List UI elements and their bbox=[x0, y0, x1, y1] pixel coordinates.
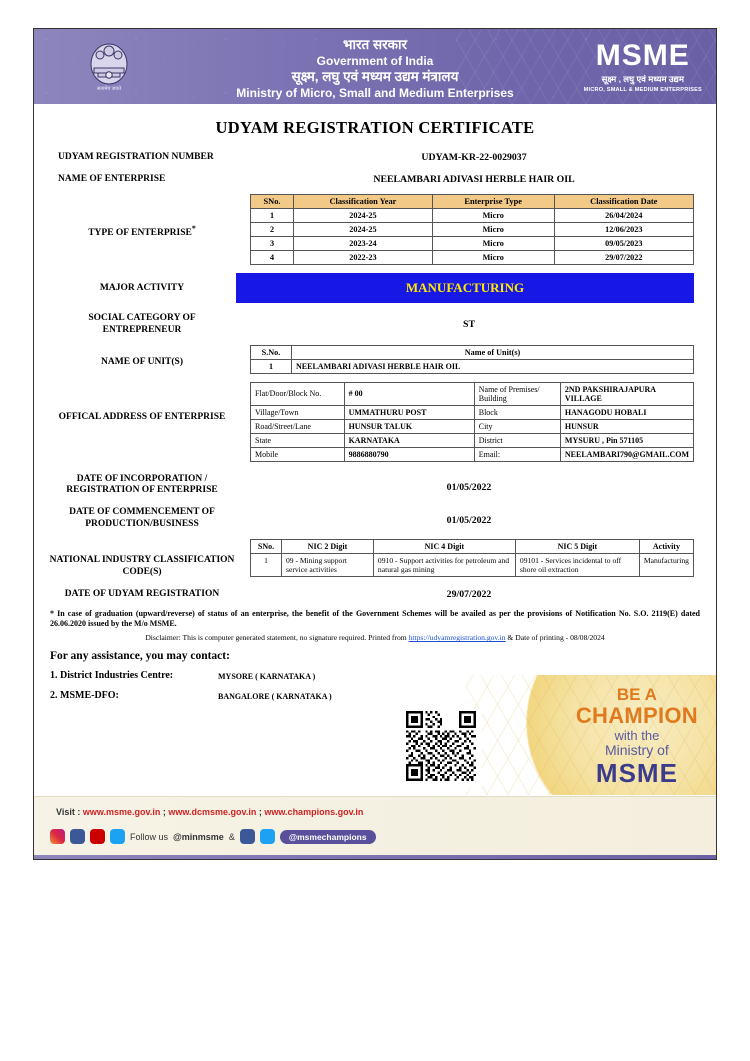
address-table bbox=[250, 382, 694, 462]
header-banner bbox=[34, 29, 716, 104]
nic-cell: 0910 - Support activities for petroleum and natural gas mining bbox=[373, 554, 515, 577]
type-th-1: Classification Year bbox=[294, 194, 433, 208]
type-cell: 09/05/2023 bbox=[554, 236, 693, 250]
svg-text:सत्यमेव जयते: सत्यमेव जयते bbox=[96, 86, 122, 92]
label-enterprise-name: NAME OF ENTERPRISE bbox=[58, 173, 166, 184]
twitter-icon-2[interactable] bbox=[260, 829, 275, 844]
table-row bbox=[251, 433, 694, 447]
table-row bbox=[251, 382, 694, 405]
address-value: 2ND PAKSHIRAJAPURA VILLAGE bbox=[560, 382, 693, 405]
type-cell: 2022-23 bbox=[294, 250, 433, 264]
row-commencement-date bbox=[48, 505, 702, 531]
row-incorporation-date bbox=[48, 472, 702, 498]
address-value: KARNATAKA bbox=[344, 433, 474, 447]
champion-text bbox=[576, 685, 698, 788]
address-value: # 00 bbox=[344, 382, 474, 405]
link-msme[interactable]: www.msme.gov.in bbox=[82, 807, 161, 818]
nic-table-header-row bbox=[251, 540, 694, 554]
visit-label: Visit : bbox=[56, 807, 83, 818]
ministry-hindi: सूक्ष्म, लघु एवं मध्यम उद्यम मंत्रालय bbox=[291, 68, 459, 84]
label-nic-codes: NATIONAL INDUSTRY CLASSIFICATION CODE(S) bbox=[49, 555, 235, 577]
champion-line5: MSME bbox=[595, 758, 678, 789]
note-text: In case of graduation (upward/reverse) of status of an enterprise, the benefit of the Government Schemes will be availed as per the provisions of Notification No. S.O. 2119(E) dated 26.06.2020 issued by the M/o MSME. bbox=[50, 608, 700, 629]
type-th-2: Enterprise Type bbox=[432, 194, 554, 208]
row-enterprise-name bbox=[48, 172, 702, 186]
type-cell: 3 bbox=[251, 236, 294, 250]
row-nic-codes bbox=[48, 539, 702, 579]
value-incorporation-date: 01/05/2022 bbox=[446, 481, 492, 493]
nic-th-1: NIC 2 Digit bbox=[282, 540, 374, 554]
type-cell: Micro bbox=[432, 250, 554, 264]
type-table-wrap bbox=[236, 194, 702, 265]
ampersand: & bbox=[228, 831, 235, 842]
disclaimer bbox=[48, 633, 702, 642]
msme-logo bbox=[584, 41, 702, 93]
label-type-of-enterprise bbox=[48, 194, 236, 240]
qr-code-image bbox=[406, 711, 476, 781]
visit-links: Visit : www.msme.gov.in ; www.dcmsme.gov.in ; www.champions.gov.in bbox=[56, 807, 364, 818]
type-cell: Micro bbox=[432, 222, 554, 236]
label-type-star: * bbox=[191, 223, 196, 233]
label-unit-names: NAME OF UNIT(S) bbox=[101, 356, 183, 367]
type-cell: Micro bbox=[432, 208, 554, 222]
address-value: HUNSUR bbox=[560, 419, 693, 433]
address-value: UMMATHURU POST bbox=[344, 405, 474, 419]
champion-line2: CHAMPION bbox=[575, 703, 698, 729]
page-title: UDYAM REGISTRATION CERTIFICATE bbox=[215, 118, 535, 137]
value-commencement-date: 01/05/2022 bbox=[446, 515, 492, 527]
type-cell: 2024-25 bbox=[294, 208, 433, 222]
gov-english: Government of India bbox=[316, 53, 434, 68]
row-registration-number bbox=[48, 150, 702, 164]
type-cell: 26/04/2024 bbox=[554, 208, 693, 222]
nic-table-wrap bbox=[236, 539, 702, 577]
be-a-champion-graphic bbox=[466, 675, 716, 795]
address-value: 9886880790 bbox=[344, 447, 474, 461]
label-udyam-reg-date: DATE OF UDYAM REGISTRATION bbox=[64, 588, 220, 599]
nic-th-4: Activity bbox=[639, 540, 693, 554]
type-table-header-row bbox=[251, 194, 694, 208]
link-champions[interactable]: www.champions.gov.in bbox=[264, 807, 364, 818]
address-key: Name of Premises/ Building bbox=[474, 382, 560, 405]
table-row bbox=[251, 405, 694, 419]
champion-line4: Ministry of bbox=[605, 742, 669, 759]
table-row bbox=[251, 236, 694, 250]
type-cell: 4 bbox=[251, 250, 294, 264]
champion-line1: BE A bbox=[616, 685, 657, 705]
value-enterprise-name: NEELAMBARI ADIVASI HERBLE HAIR OIL bbox=[373, 173, 575, 185]
label-type-text: TYPE OF ENTERPRISE bbox=[88, 227, 192, 238]
value-social-category: ST bbox=[463, 318, 475, 330]
address-value: HUNSUR TALUK bbox=[344, 419, 474, 433]
type-cell: 2 bbox=[251, 222, 294, 236]
nic-cell: 09 - Mining support service activities bbox=[282, 554, 374, 577]
nic-cell: Manufacturing bbox=[639, 554, 693, 577]
youtube-icon[interactable] bbox=[90, 829, 105, 844]
address-key: District bbox=[474, 433, 560, 447]
graduation-note bbox=[50, 609, 700, 631]
nic-cell: 1 bbox=[251, 554, 282, 577]
champion-line3: with the bbox=[614, 727, 660, 743]
footer-strip bbox=[34, 855, 716, 859]
disclaimer-prefix: Disclaimer: This is computer generated statement, no signature required. Printed from bbox=[145, 633, 409, 643]
address-value: HANAGODU HOBALI bbox=[560, 405, 693, 419]
nic-th-3: NIC 5 Digit bbox=[515, 540, 639, 554]
table-row bbox=[251, 554, 694, 577]
value-registration-number: UDYAM-KR-22-0029037 bbox=[421, 152, 527, 163]
row-social-category bbox=[48, 311, 702, 337]
value-udyam-reg-date: 29/07/2022 bbox=[446, 588, 492, 600]
table-row bbox=[251, 419, 694, 433]
social-row bbox=[50, 829, 376, 844]
unit-table bbox=[250, 345, 694, 374]
address-key: Road/Street/Lane bbox=[251, 419, 345, 433]
address-key: Village/Town bbox=[251, 405, 345, 419]
note-star: * bbox=[50, 608, 54, 618]
contact-dic-label: 1. District Industries Centre: bbox=[50, 670, 174, 682]
table-row bbox=[251, 447, 694, 461]
nic-th-0: SNo. bbox=[251, 540, 282, 554]
type-cell: 12/06/2023 bbox=[554, 222, 693, 236]
row-major-activity bbox=[48, 273, 702, 303]
handle-minmsme[interactable]: @minmsme bbox=[173, 831, 224, 842]
table-row bbox=[251, 222, 694, 236]
label-incorporation-date: DATE OF INCORPORATION / REGISTRATION OF ENTERPRISE bbox=[66, 473, 218, 496]
unit-table-wrap bbox=[236, 345, 702, 374]
facebook-icon[interactable] bbox=[70, 829, 85, 844]
table-row bbox=[251, 208, 694, 222]
address-key: Mobile bbox=[251, 447, 345, 461]
unit-cell: 1 bbox=[251, 359, 292, 373]
type-cell: Micro bbox=[432, 236, 554, 250]
assistance-heading: For any assistance, you may contact: bbox=[50, 650, 230, 663]
address-key: Email: bbox=[474, 447, 560, 461]
label-social-category: SOCIAL CATEGORY OF ENTREPRENEUR bbox=[88, 312, 196, 335]
label-address: OFFICAL ADDRESS OF ENTERPRISE bbox=[58, 411, 226, 422]
type-th-0: SNo. bbox=[251, 194, 294, 208]
row-udyam-reg-date bbox=[48, 587, 702, 601]
row-address bbox=[48, 382, 702, 462]
nic-cell: 09101 - Services incidental to off shore oil extraction bbox=[515, 554, 639, 577]
value-major-activity: MANUFACTURING bbox=[236, 273, 694, 303]
address-table-wrap bbox=[236, 382, 702, 462]
row-unit-names bbox=[48, 345, 702, 374]
footer-bar bbox=[34, 796, 716, 859]
link-dcmsme[interactable]: www.dcmsme.gov.in bbox=[168, 807, 257, 818]
follow-label: Follow us bbox=[130, 831, 169, 842]
unit-table-header-row bbox=[251, 345, 694, 359]
unit-th-1: Name of Unit(s) bbox=[292, 345, 694, 359]
contact-dic-value: MYSORE ( KARNATAKA ) bbox=[218, 672, 316, 682]
qr-code bbox=[404, 709, 482, 787]
instagram-icon[interactable] bbox=[50, 829, 65, 844]
address-value: MYSURU , Pin 571105 bbox=[560, 433, 693, 447]
table-row bbox=[251, 359, 694, 373]
certificate-card bbox=[33, 28, 717, 860]
msme-logo-hindi: सूक्ष्म , लघु एवं मध्यम उद्यम bbox=[601, 74, 684, 84]
disclaimer-suffix: & Date of printing - 08/08/2024 bbox=[505, 633, 605, 643]
ministry-english: Ministry of Micro, Small and Medium Enterprises bbox=[236, 85, 514, 100]
label-major-activity: MAJOR ACTIVITY bbox=[99, 282, 185, 293]
nic-th-2: NIC 4 Digit bbox=[373, 540, 515, 554]
row-type-of-enterprise bbox=[48, 194, 702, 265]
type-table bbox=[250, 194, 694, 265]
type-cell: 2023-24 bbox=[294, 236, 433, 250]
facebook-icon-2[interactable] bbox=[240, 829, 255, 844]
unit-th-0: S.No. bbox=[251, 345, 292, 359]
type-th-3: Classification Date bbox=[554, 194, 693, 208]
msme-logo-text: MSME bbox=[595, 39, 690, 72]
msme-logo-english: MICRO, SMALL & MEDIUM ENTERPRISES bbox=[583, 87, 702, 93]
address-key: Block bbox=[474, 405, 560, 419]
contact-dfo-value: BANGALORE ( KARNATAKA ) bbox=[218, 692, 332, 702]
nic-table bbox=[250, 539, 694, 577]
contact-dfo-label: 2. MSME-DFO: bbox=[50, 690, 119, 702]
address-key: State bbox=[251, 433, 345, 447]
table-row bbox=[251, 250, 694, 264]
major-activity-wrap bbox=[236, 273, 702, 303]
handle-msmechampions[interactable]: @msmechampions bbox=[280, 830, 376, 844]
gov-hindi: भारत सरकार bbox=[343, 37, 407, 52]
address-key: Flat/Door/Block No. bbox=[251, 382, 345, 405]
address-key: City bbox=[474, 419, 560, 433]
type-cell: 1 bbox=[251, 208, 294, 222]
disclaimer-link[interactable]: https://udyamregistration.gov.in bbox=[408, 633, 506, 643]
label-commencement-date: DATE OF COMMENCEMENT OF PRODUCTION/BUSINESS bbox=[69, 507, 215, 530]
type-cell: 29/07/2022 bbox=[554, 250, 693, 264]
unit-cell: NEELAMBARI ADIVASI HERBLE HAIR OIL bbox=[292, 359, 694, 373]
address-value: NEELAMBARI790@GMAIL.COM bbox=[560, 447, 693, 461]
twitter-icon[interactable] bbox=[110, 829, 125, 844]
type-cell: 2024-25 bbox=[294, 222, 433, 236]
label-registration-number: UDYAM REGISTRATION NUMBER bbox=[58, 152, 214, 162]
